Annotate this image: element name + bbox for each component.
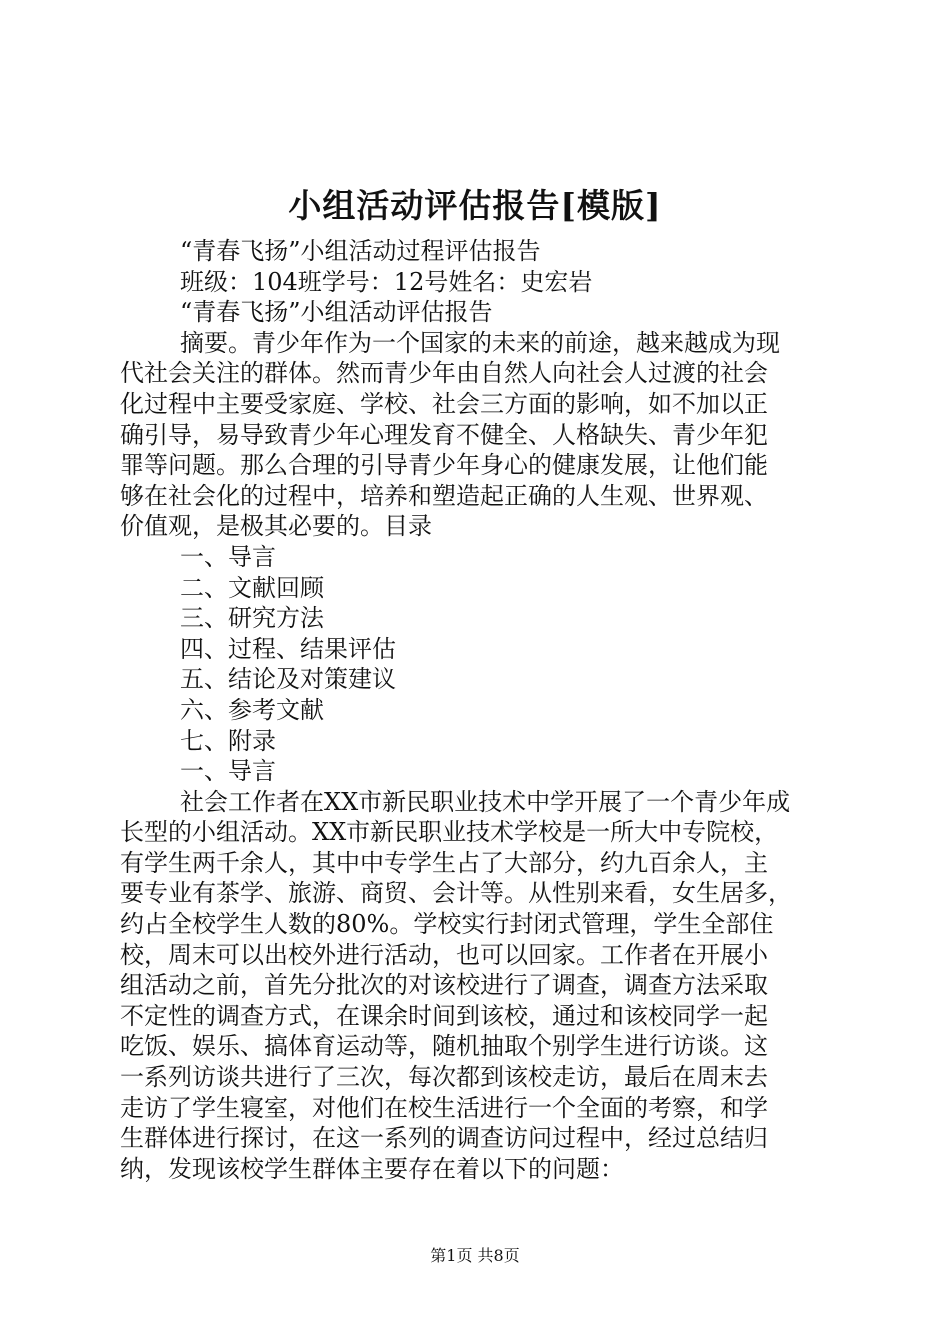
paragraph-line: 校，周末可以出校外进行活动，也可以回家。工作者在开展小 [120, 940, 768, 969]
page-number-footer: 第1页 共8页 [430, 1246, 520, 1265]
paragraph-line: 不定性的调查方式，在课余时间到该校，通过和该校同学一起 [120, 1001, 768, 1030]
paragraph-line: 一系列访谈共进行了三次，每次都到该校走访，最后在周末去 [120, 1063, 768, 1092]
toc-item: 七、附录 [180, 726, 276, 755]
paragraph-line: 要专业有茶学、旅游、商贸、会计等。从性别来看，女生居多， [120, 879, 792, 908]
paragraph-line: 吃饭、娱乐、搞体育运动等，随机抽取个别学生进行访谈。这 [120, 1032, 768, 1061]
paragraph-line: 长型的小组活动。XX市新民职业技术学校是一所大中专院校， [120, 818, 779, 847]
paragraph-line: 走访了学生寝室，对他们在校生活进行一个全面的考察，和学 [120, 1093, 768, 1122]
paragraph-line: 纳，发现该校学生群体主要存在着以下的问题： [120, 1154, 624, 1183]
abstract-line: 代社会关注的群体。然而青少年由自然人向社会人过渡的社会 [120, 359, 768, 388]
student-info-line: 班级：104班学号：12号姓名：史宏岩 [180, 267, 593, 296]
toc-item: 二、文献回顾 [180, 573, 324, 602]
abstract-line: 化过程中主要受家庭、学校、社会三方面的影响，如不加以正 [120, 389, 768, 418]
abstract-line: 确引导，易导致青少年心理发育不健全、人格缺失、青少年犯 [120, 420, 768, 449]
document-title: 小组活动评估报告[模版] [288, 186, 662, 225]
section-heading: 一、导言 [180, 757, 276, 786]
toc-item: 三、研究方法 [180, 604, 324, 633]
toc-item: 五、结论及对策建议 [180, 665, 396, 694]
paragraph-line: 约占全校学生人数的80%。学校实行封闭式管理，学生全部住 [120, 910, 774, 939]
toc-item: 一、导言 [180, 542, 276, 571]
abstract-line: 够在社会化的过程中，培养和塑造起正确的人生观、世界观、 [120, 481, 768, 510]
paragraph-line: 生群体进行探讨，在这一系列的调查访问过程中，经过总结归 [120, 1124, 768, 1153]
paragraph-line: 有学生两千余人，其中中专学生占了大部分，约九百余人，主 [120, 848, 768, 877]
paragraph-line: 组活动之前，首先分批次的对该校进行了调查，调查方法采取 [120, 971, 768, 1000]
toc-item: 四、过程、结果评估 [180, 634, 396, 663]
toc-item: 六、参考文献 [180, 695, 324, 724]
document-body [120, 236, 840, 1184]
report-heading-line: “青春飞扬”小组活动评估报告 [180, 298, 493, 327]
abstract-line: 价值观，是极其必要的。目录 [120, 512, 432, 541]
subtitle-line: “青春飞扬”小组活动过程评估报告 [180, 237, 541, 265]
abstract-line: 摘要。青少年作为一个国家的未来的前途，越来越成为现 [180, 328, 780, 357]
abstract-line: 罪等问题。那么合理的引导青少年身心的健康发展，让他们能 [120, 451, 768, 480]
paragraph-line: 社会工作者在XX市新民职业技术中学开展了一个青少年成 [180, 787, 791, 816]
